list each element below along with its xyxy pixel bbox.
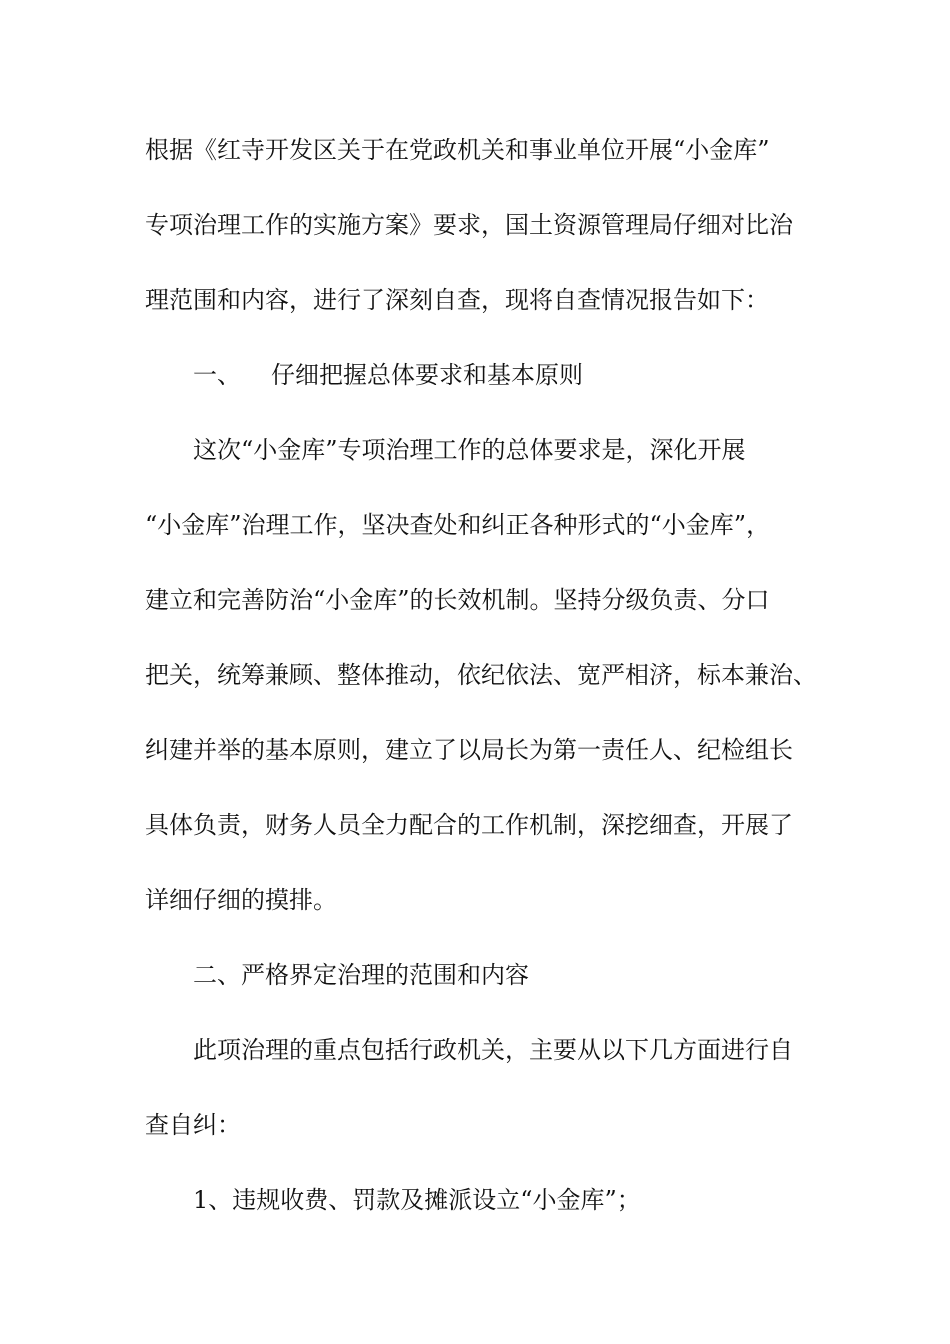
section-heading-1 <box>193 355 583 395</box>
paragraph-2-line-3: 建立和完善防治“小金库”的长效机制。坚持分级负责、分口 <box>145 586 770 614</box>
paragraph-2-line-6: 具体负责，财务人员全力配合的工作机制，深挖细查，开展了 <box>145 811 793 839</box>
list-item-1: 1、违规收费、罚款及摊派设立“小金库”； <box>193 1186 641 1214</box>
paragraph-2-line-5: 纠建并举的基本原则，建立了以局长为第一责任人、纪检组长 <box>145 736 793 764</box>
section-heading-2: 二、严格界定治理的范围和内容 <box>193 961 529 989</box>
paragraph-1-line-2: 专项治理工作的实施方案》要求，国土资源管理局仔细对比治 <box>145 211 793 239</box>
paragraph-2-line-7: 详细仔细的摸排。 <box>145 886 337 914</box>
paragraph-1-line-3: 理范围和内容，进行了深刻自查，现将自查情况报告如下： <box>145 286 769 314</box>
paragraph-2-line-2: “小金库”治理工作，坚决查处和纠正各种形式的“小金库”， <box>145 511 771 539</box>
paragraph-2-line-4: 把关，统筹兼顾、整体推动，依纪依法、宽严相济，标本兼治、 <box>145 661 817 689</box>
section-heading-1-number: 一、 <box>193 361 241 389</box>
paragraph-1-line-1: 根据《红寺开发区关于在党政机关和事业单位开展“小金库” <box>145 136 770 164</box>
paragraph-2-line-1: 这次“小金库”专项治理工作的总体要求是，深化开展 <box>193 436 746 464</box>
paragraph-3-line-1: 此项治理的重点包括行政机关，主要从以下几方面进行自 <box>193 1036 793 1064</box>
paragraph-3-line-2: 查自纠： <box>145 1111 241 1139</box>
section-heading-1-text: 仔细把握总体要求和基本原则 <box>271 361 583 389</box>
